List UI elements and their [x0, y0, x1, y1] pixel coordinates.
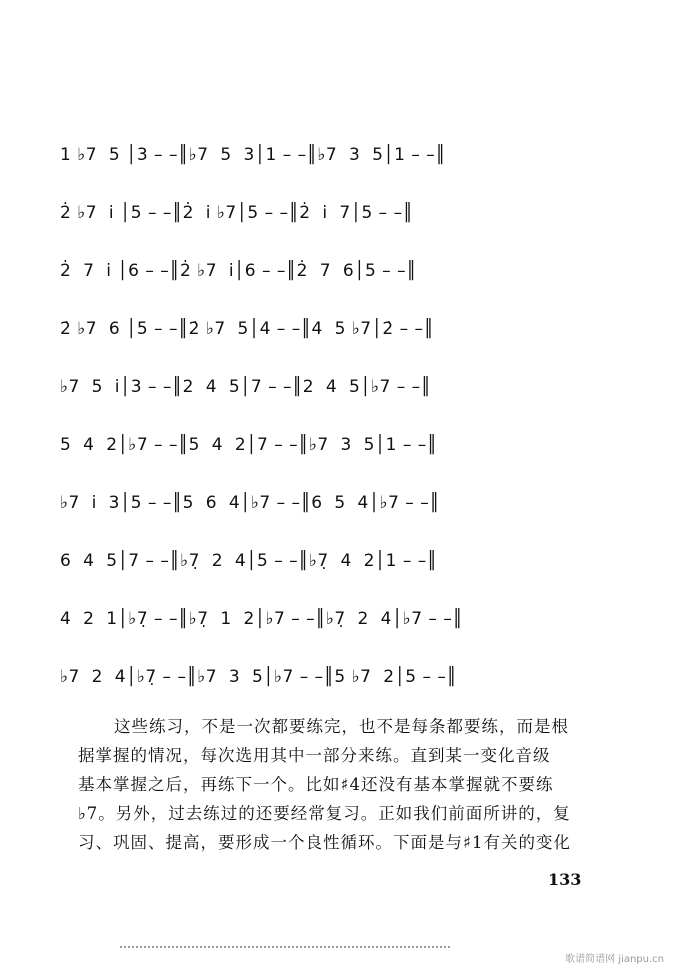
notation-row-text: 2̇ 7 i │6 – –║2̇ ♭7 i│6 – –║2̇ 7 6│5 – –║	[60, 261, 417, 281]
notation-exercises	[60, 126, 620, 706]
notation-row	[60, 300, 620, 358]
notation-row	[60, 184, 620, 242]
notation-row	[60, 242, 620, 300]
notation-row	[60, 648, 620, 706]
notation-row-text: 6 4 5│7 – –║♭7̣ 2 4│5 – –║♭7̣ 4 2│1 – –║	[60, 551, 438, 571]
notation-row-text: 2̇ ♭7 i │5 – –║2̇ i ♭7│5 – –║2̇ i 7│5 – –║	[60, 203, 414, 223]
notation-row	[60, 474, 620, 532]
paragraph-line: 这些练习，不是一次都要练完，也不是每条都要练，而是根	[114, 717, 569, 736]
notation-row-text: 5 4 2│♭7 – –║5 4 2│7 – –║♭7 3 5│1 – –║	[60, 435, 438, 455]
paragraph-line: ♭7。另外，过去练过的还要经常复习。正如我们前面所讲的，复	[78, 804, 571, 823]
notation-row-text: 4 2 1│♭7̣ – –║♭7̣ 1 2│♭7 – –║♭7̣ 2 4│♭7 – –║	[60, 609, 464, 629]
notation-row	[60, 590, 620, 648]
paragraph-line: 习、巩固、提高，要形成一个良性循环。下面是与♯1有关的变化	[78, 833, 571, 852]
notation-row	[60, 532, 620, 590]
notation-row-text: ♭7 2 4│♭7̣ – –║♭7 3 5│♭7 – –║5 ♭7 2│5 – –║	[60, 667, 458, 687]
footer-rule	[120, 946, 450, 950]
notation-row	[60, 358, 620, 416]
notation-row-text: ♭7 i 3│5 – –║5 6 4│♭7 – –║6 5 4│♭7 – –║	[60, 493, 440, 513]
paragraph-line: 据掌握的情况，每次选用其中一部分来练。直到某一变化音级	[78, 746, 551, 765]
notation-row	[60, 416, 620, 474]
notation-row-text: 1 ♭7 5 │3 – –║♭7 5 3│1 – –║♭7 3 5│1 – –║	[60, 145, 447, 165]
notation-row	[60, 126, 620, 184]
notation-row-text: 2̇ ♭7 6 │5 – –║2̇ ♭7 5│4 – –║4 5 ♭7│2̇ – –║	[60, 319, 435, 339]
notation-row-text: ♭7 5 i│3 – –║2 4 5│7 – –║2 4 5│♭7 – –║	[60, 377, 432, 397]
paragraph-line: 基本掌握之后，再练下一个。比如♯4还没有基本掌握就不要练	[78, 775, 554, 794]
page-number: 133	[548, 870, 582, 889]
site-watermark: 歌谱简谱网 jianpu.cn	[565, 954, 664, 965]
body-paragraph	[78, 712, 612, 857]
